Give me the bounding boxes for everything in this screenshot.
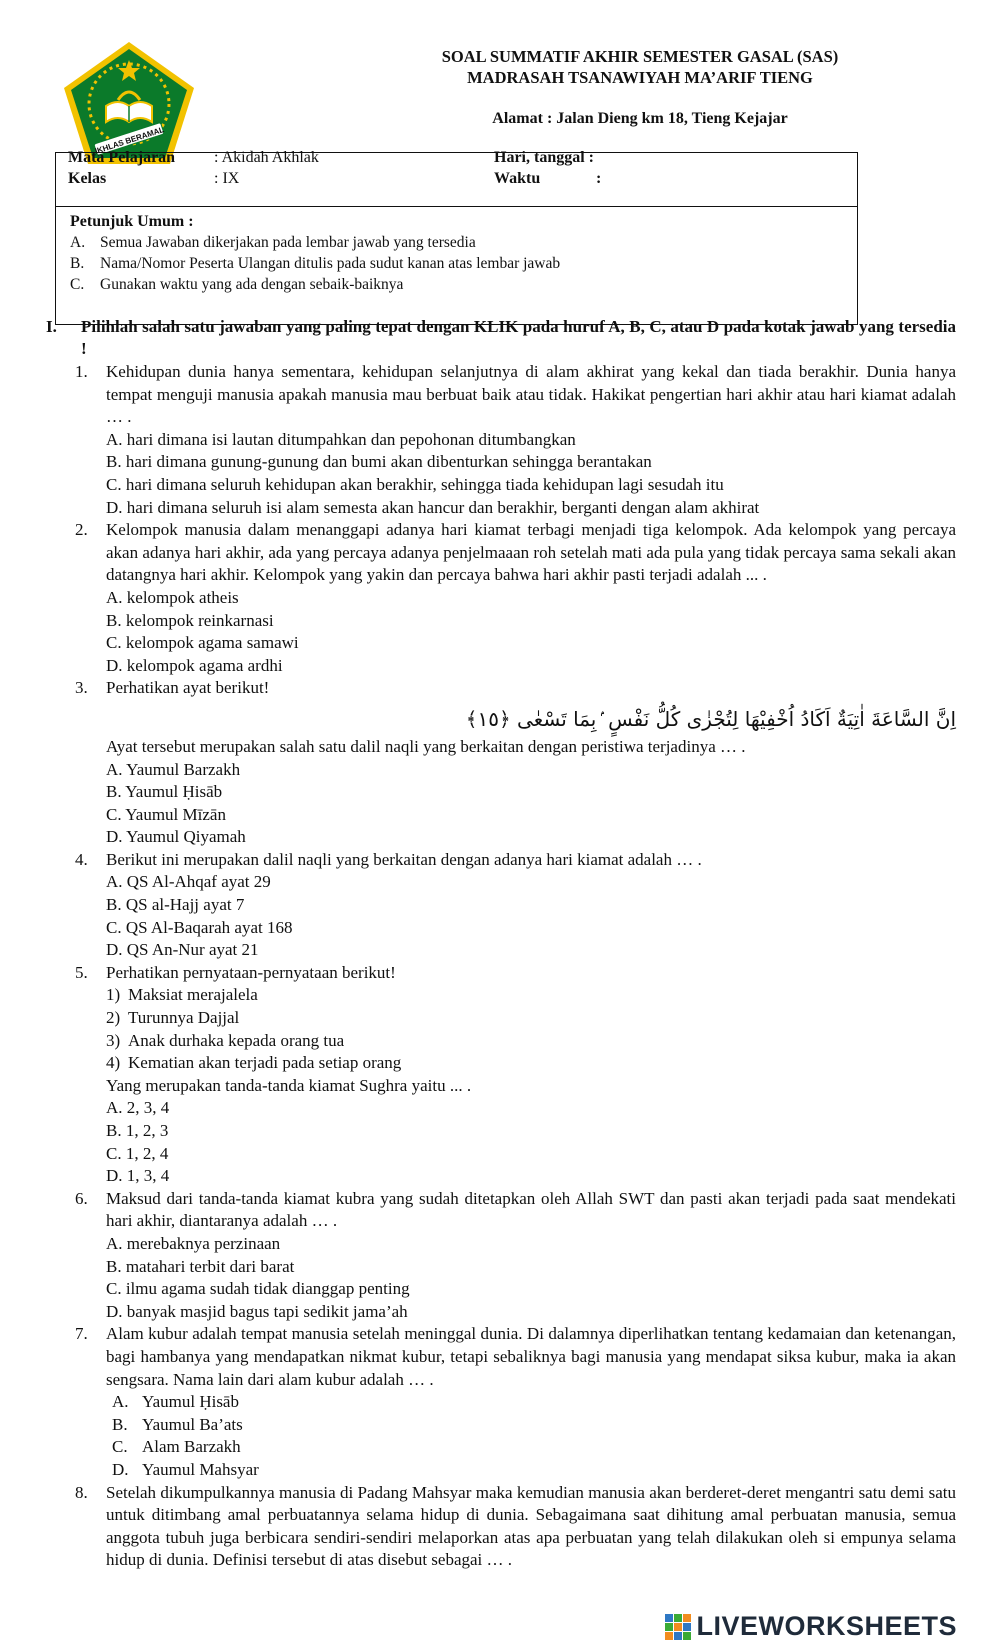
question-1: 1. Kehidupan dunia hanya sementara, kehidupan selanjutnya di alam akhirat yang kekal dan tiada berakhir. Dunia hanya tempat menguji manusia apakah manusia mau berbuat baik atau tidak. Hakikat pengertian hari akhir atau hari kiamat adalah … . A. hari dimana isi lautan ditumpahkan dan pepohonan ditumbangkan B. hari dimana gunung-gunung dan bumi akan dibenturkan sehingga berantakan C. hari dimana seluruh kehidupan akan berakhir, sehingga tiada kehidupan lagi sesudah itu D. hari dimana seluruh isi alam semesta akan hancur dan berakhir, berganti dengan alam akhirat — [70, 361, 956, 519]
answer-option-c[interactable]: C. hari dimana seluruh kehidupan akan berakhir, sehingga tiada kehidupan lagi sesudah itu — [106, 474, 724, 494]
question-text: Perhatikan ayat berikut! — [106, 678, 270, 698]
answer-option-d[interactable]: D. hari dimana seluruh isi alam semesta akan hancur dan berakhir, berganti dengan alam akhirat — [106, 497, 760, 517]
answer-option-c[interactable]: C. ilmu agama sudah tidak dianggap penting — [106, 1279, 410, 1299]
answer-option-c[interactable]: C. kelompok agama samawi — [106, 633, 299, 653]
question-list — [70, 361, 956, 1572]
question-8: 8. Setelah dikumpulkannya manusia di Padang Mahsyar maka kemudian manusia akan berderet-deret mengantri satu demi satu untuk ditimbang amal perbuatannya selama hidup di dunia. Sebagaimana saat dihitung amal perbuatan manusia, semua anggota tubuh juga berbicara sendiri-sendiri melaporkan atas apa perbuatan yang telah dilakukan oleh si empunya selama hidup di dunia. Definisi tersebut di atas disebut sebagai … . — [70, 1482, 956, 1572]
class-label: Kelas — [68, 170, 107, 187]
statement-item: 3) Anak durhaka kepada orang tua — [106, 1030, 345, 1050]
school-name: MADRASAH TSANAWIYAH MA’ARIF TIENG — [467, 68, 813, 87]
answer-option-b[interactable]: B. hari dimana gunung-gunung dan bumi akan dibenturkan sehingga berantakan — [106, 452, 652, 472]
time-colon: : — [596, 170, 602, 187]
statement-item: 1) Maksiat merajalela — [106, 985, 258, 1005]
question-2: 2. Kelompok manusia dalam menanggapi adanya hari kiamat terbagi menjadi tiga kelompok. Ada kelompok yang percaya akan adanya hari akhir, ada yang percaya adanya penjelmaaan roh setelah mati ada pula yang tidak percaya sama sekali akan datangnya hari akhir. Kelompok yang yakin dan percaya bahwa hari akhir pasti terjadi adalah ... . A. kelompok atheis B. kelompok reinkarnasi C. kelompok agama samawi D. kelompok agama ardhi — [70, 519, 956, 677]
instruction-item: B. Nama/Nomor Peserta Ulangan ditulis pada sudut kanan atas lembar jawab — [70, 255, 561, 272]
liveworksheets-grid-icon — [664, 1613, 692, 1641]
school-address: Alamat : Jalan Dieng km 18, Tieng Kejajar — [492, 110, 788, 127]
answer-option-d[interactable]: D. Yaumul Mahsyar — [112, 1459, 259, 1479]
answer-option-b[interactable]: B. 1, 2, 3 — [106, 1121, 169, 1140]
answer-option-c[interactable]: C. 1, 2, 4 — [106, 1143, 169, 1163]
statement-item: 2) Turunnya Dajjal — [106, 1008, 240, 1028]
answer-option-d[interactable]: D. 1, 3, 4 — [106, 1166, 170, 1186]
answer-option-b[interactable]: B. Yaumul Ba’ats — [112, 1414, 243, 1434]
question-text: Kehidupan dunia hanya sementara, kehidupan selanjutnya di alam akhirat yang kekal dan tiada berakhir. Dunia hanya tempat menguji manusia apakah manusia mau berbuat baik atau tidak. Hakikat pengertian hari akhir atau hari kiamat adalah … . — [106, 362, 956, 427]
answer-option-d[interactable]: D. QS An-Nur ayat 21 — [106, 940, 259, 960]
liveworksheets-logo — [664, 1611, 957, 1642]
exam-title: SOAL SUMMATIF AKHIR SEMESTER GASAL (SAS) — [441, 47, 839, 66]
question-text-2: Ayat tersebut merupakan salah satu dalil naqli yang berkaitan dengan peristiwa terjadinya … . — [106, 736, 746, 756]
arabic-verse: اِنَّ السَّاعَةَ اٰتِيَةٌ اَكَادُ اُخْفِيْهَا لِتُجْزٰى كُلُّ نَفْسٍ ۢبِمَا تَسْعٰى ﴿١٥﴾ — [465, 706, 956, 731]
question-5: 5. Perhatikan pernyataan-pernyataan berikut! 1) Maksiat merajalela 2) Turunnya Dajjal 3) Anak durhaka kepada orang tua 4) Kematian akan terjadi pada setiap orang Yang merupakan tanda-tanda kiamat Sughra yaitu ... . A. 2, 3, 4 B. 1, 2, 3 C. 1, 2, 4 D. 1, 3, 4 — [70, 962, 956, 1188]
question-4: 4. Berikut ini merupakan dalil naqli yang berkaitan dengan adanya hari kiamat adalah … . A. QS Al-Ahqaf ayat 29 B. QS al-Hajj ayat 7 C. QS Al-Baqarah ayat 168 D. QS An-Nur ayat 21 — [70, 849, 956, 962]
instructions-title: Petunjuk Umum : — [70, 213, 194, 230]
question-6: 6. Maksud dari tanda-tanda kiamat kubra yang sudah ditetapkan oleh Allah SWT dan pasti akan terjadi pada saat mendekati hari akhir, diantaranya adalah … . A. merebaknya perzinaan B. matahari terbit dari barat C. ilmu agama sudah tidak dianggap penting D. banyak masjid bagus tapi sedikit jama’ah — [70, 1188, 956, 1324]
question-7: 7. Alam kubur adalah tempat manusia setelah meninggal dunia. Di dalamnya diperlihatkan tentang kedamaian dan ketenangan, bagi hambanya yang mendapatkan nikmat kubur, tetapi sebaliknya bagi manusia yang mendapat siksa kubur, maka ia akan sengsara. Nama lain dari alam kubur adalah … . A. Yaumul Ḥisāb B. Yaumul Ba’ats C. Alam Barzakh D. Yaumul Mahsyar — [70, 1323, 956, 1481]
question-text-2: Yang merupakan tanda-tanda kiamat Sughra yaitu ... . — [106, 1075, 472, 1095]
answer-option-b[interactable]: B. Yaumul Ḥisāb — [106, 782, 223, 802]
answer-option-c[interactable]: C. Alam Barzakh — [112, 1437, 241, 1457]
section-instruction — [46, 316, 956, 360]
answer-option-a[interactable]: A. Yaumul Ḥisāb — [112, 1392, 239, 1412]
section-number: I. — [46, 317, 57, 336]
identity-box — [55, 149, 858, 207]
answer-option-a[interactable]: A. kelompok atheis — [106, 587, 239, 607]
liveworksheets-text: LIVEWORKSHEETS — [696, 1611, 957, 1641]
answer-option-a[interactable]: A. 2, 3, 4 — [106, 1098, 170, 1118]
question-text: Kelompok manusia dalam menanggapi adanya hari kiamat terbagi menjadi tiga kelompok. Ada kelompok yang percaya akan adanya hari akhir, ada yang percaya adanya penjelmaaan roh setelah mati ada pula yang tidak percaya sama sekali akan datangnya hari akhir. Kelompok yang yakin dan percaya bahwa hari akhir pasti terjadi adalah ... . — [106, 520, 956, 585]
day-label: Hari, tanggal : — [494, 149, 594, 166]
instruction-item: A. Semua Jawaban dikerjakan pada lembar jawab yang tersedia — [70, 234, 476, 251]
question-text: Setelah dikumpulkannya manusia di Padang Mahsyar maka kemudian manusia akan berderet-deret mengantri satu demi satu untuk ditimbang amal perbuatannya selama hidup di dunia. Sebagaimana saat dihitung amal perbuatan manusia, semua anggota tubuh juga berbicara sendiri-sendiri melaporkan atas apa perbuatan yang telah dilakukan oleh si empunya selama hidup di dunia. Definisi tersebut di atas disebut sebagai … . — [106, 1482, 956, 1570]
instructions-box — [55, 205, 858, 325]
answer-option-a[interactable]: A. merebaknya perzinaan — [106, 1233, 281, 1253]
question-3: 3. Perhatikan ayat berikut! اِنَّ السَّاعَةَ اٰتِيَةٌ اَكَادُ اُخْفِيْهَا لِتُجْزٰى كُلُّ نَفْسٍ ۢبِمَا تَسْعٰى ﴿١٥﴾ Ayat tersebut merupakan salah satu dalil naqli yang berkaitan dengan peristiwa terjadinya … . A. Yaumul Barzakh B. Yaumul Ḥisāb C. Yaumul Mīzān D. Yaumul Qiyamah — [70, 677, 956, 849]
answer-option-c[interactable]: C. QS Al-Baqarah ayat 168 — [106, 917, 293, 937]
answer-option-a[interactable]: A. Yaumul Barzakh — [106, 759, 241, 779]
statement-item: 4) Kematian akan terjadi pada setiap orang — [106, 1053, 402, 1073]
answer-option-b[interactable]: B. matahari terbit dari barat — [106, 1256, 295, 1276]
answer-option-c[interactable]: C. Yaumul Mīzān — [106, 804, 226, 824]
answer-option-d[interactable]: D. kelompok agama ardhi — [106, 655, 283, 675]
question-text: Alam kubur adalah tempat manusia setelah meninggal dunia. Di dalamnya diperlihatkan tentang kedamaian dan ketenangan, bagi hambanya yang mendapatkan nikmat kubur, tetapi sebaliknya bagi manusia yang mendapat siksa kubur, maka ia akan sengsara. Nama lain dari alam kubur adalah … . — [106, 1324, 956, 1389]
answer-option-d[interactable]: D. Yaumul Qiyamah — [106, 827, 246, 847]
time-label: Waktu — [494, 170, 541, 187]
answer-option-b[interactable]: B. kelompok reinkarnasi — [106, 610, 274, 630]
section-text: Pilihlah salah satu jawaban yang paling tepat dengan KLIK pada huruf A, B, C, atau D pada kotak jawab yang tersedia ! — [81, 317, 956, 358]
answer-option-a[interactable]: A. hari dimana isi lautan ditumpahkan dan pepohonan ditumbangkan — [106, 429, 576, 449]
subject-value: : Akidah Akhlak — [214, 149, 319, 166]
instruction-item: C. Gunakan waktu yang ada dengan sebaik-baiknya — [70, 276, 404, 293]
subject-label: Mata Pelajaran — [68, 149, 176, 166]
answer-option-b[interactable]: B. QS al-Hajj ayat 7 — [106, 895, 245, 915]
question-text: Berikut ini merupakan dalil naqli yang berkaitan dengan adanya hari kiamat adalah … . — [106, 849, 702, 869]
answer-option-d[interactable]: D. banyak masjid bagus tapi sedikit jama’ah — [106, 1301, 408, 1321]
question-text: Maksud dari tanda-tanda kiamat kubra yang sudah ditetapkan oleh Allah SWT dan pasti akan terjadi pada saat mendekati hari akhir, diantaranya adalah … . — [106, 1188, 956, 1231]
class-value: : IX — [214, 170, 240, 187]
answer-option-a[interactable]: A. QS Al-Ahqaf ayat 29 — [106, 872, 271, 892]
logo-motto: IKHLAS BERAMAL — [93, 125, 166, 156]
question-text: Perhatikan pernyataan-pernyataan berikut! — [106, 962, 396, 982]
